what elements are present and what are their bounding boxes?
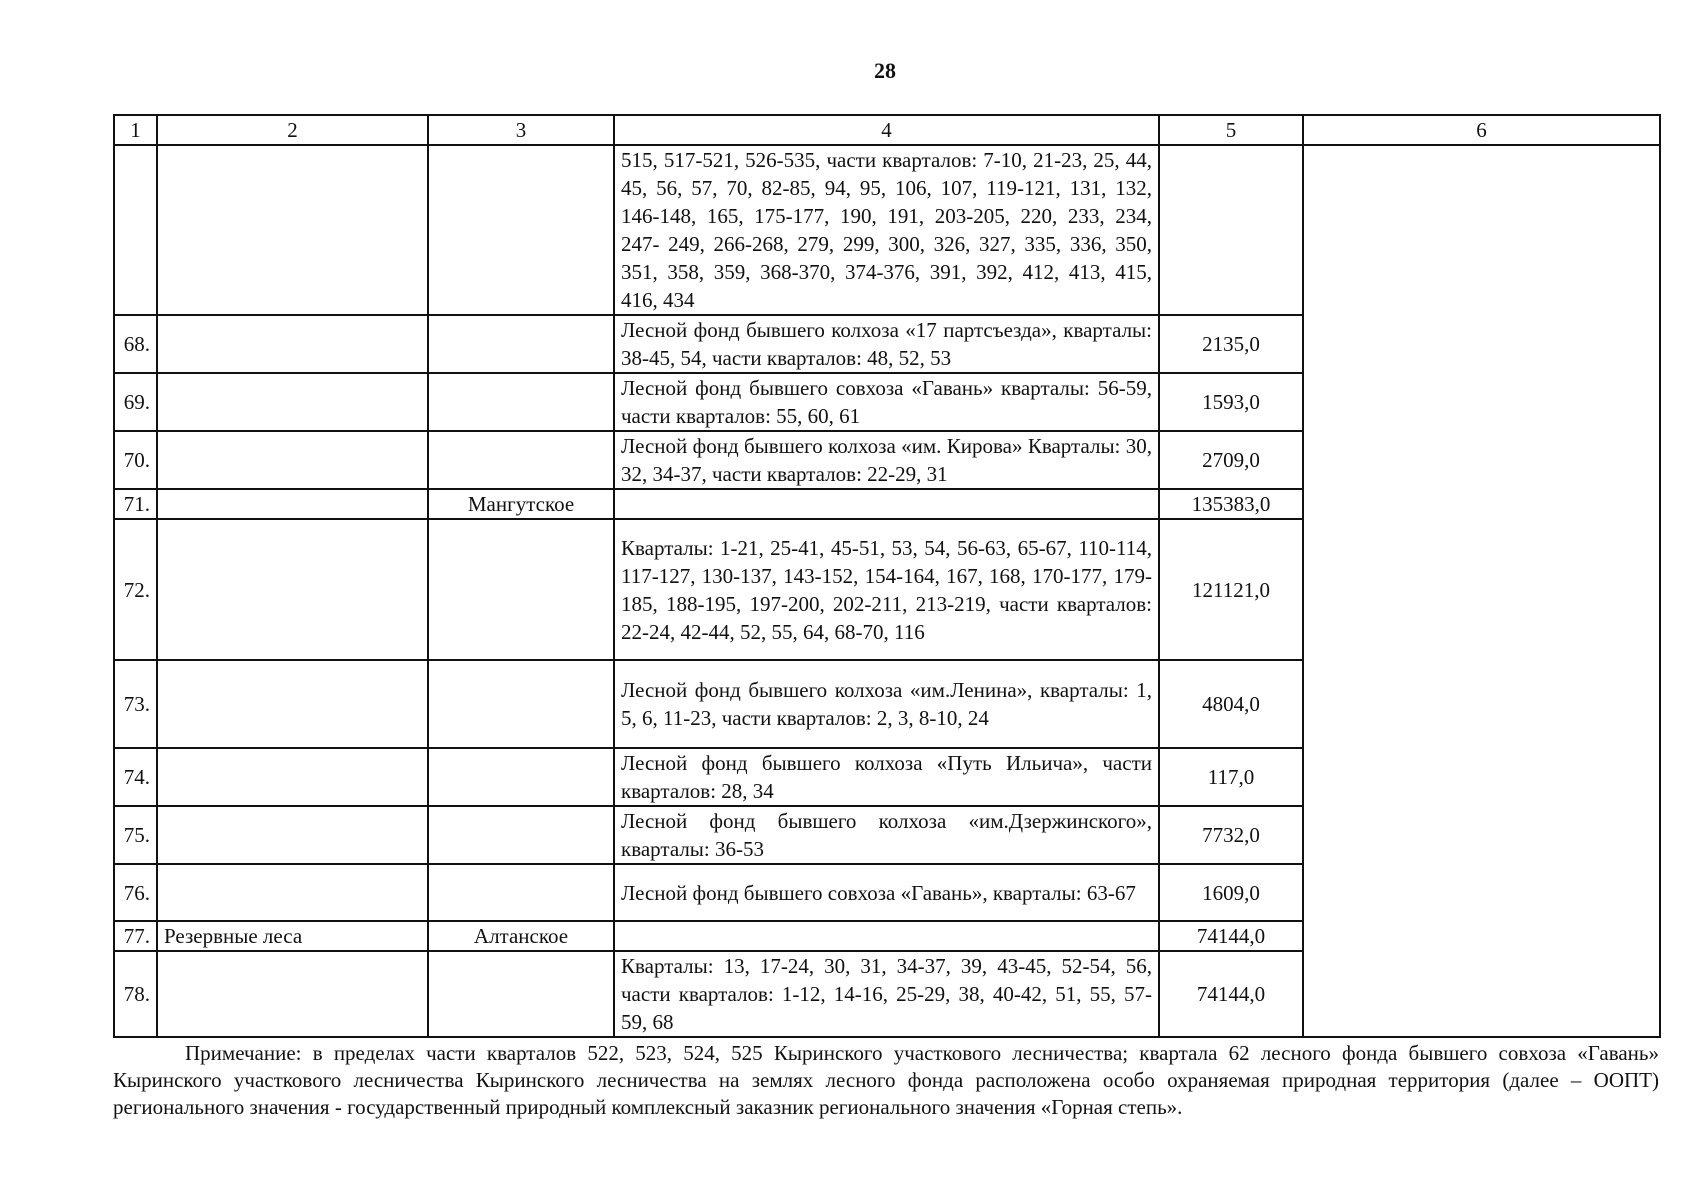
forest-category [157,660,428,748]
page-number: 28 [874,58,896,83]
row-number: 72. [114,519,157,660]
forest-category [157,373,428,431]
district: Алтанское [428,921,614,951]
forest-category [157,519,428,660]
district [428,315,614,373]
column-header: 5 [1159,115,1303,145]
area-value: 1593,0 [1159,373,1303,431]
row-number: 69. [114,373,157,431]
quarters-description: Лесной фонд бывшего колхоза «17 партсъезда», кварталы: 38-45, 54, части кварталов: 48, 52, 53 [614,315,1159,373]
district [428,748,614,806]
forest-category [157,145,428,315]
row-number: 76. [114,864,157,921]
quarters-description: Кварталы: 1-21, 25-41, 45-51, 53, 54, 56-63, 65-67, 110-114, 117-127, 130-137, 143-152, 154-164, 167, 168, 170-177, 179-185, 188-195, 197-200, 202-211, 213-219, части кварталов: 22-24, 42-44, 52, 55, 64, 68-70, 116 [614,519,1159,660]
forest-category [157,315,428,373]
forest-category [157,951,428,1037]
area-value: 2709,0 [1159,431,1303,489]
column-header: 2 [157,115,428,145]
row-number: 70. [114,431,157,489]
area-value: 121121,0 [1159,519,1303,660]
district [428,951,614,1037]
area-value: 74144,0 [1159,951,1303,1037]
quarters-description: Лесной фонд бывшего колхоза «им.Ленина», кварталы: 1, 5, 6, 11-23, части кварталов: 2, 3, 8-10, 24 [614,660,1159,748]
district: Мангутское [428,489,614,519]
quarters-description: Кварталы: 13, 17-24, 30, 31, 34-37, 39, 43-45, 52-54, 56, части кварталов: 1-12, 14-16, 25-29, 38, 40-42, 51, 55, 57-59, 68 [614,951,1159,1037]
area-value: 2135,0 [1159,315,1303,373]
column-header: 6 [1303,115,1660,145]
row-number: 71. [114,489,157,519]
column-header: 4 [614,115,1159,145]
row-number: 74. [114,748,157,806]
forest-table [113,114,1661,1038]
column-header: 1 [114,115,157,145]
area-value: 135383,0 [1159,489,1303,519]
quarters-description: Лесной фонд бывшего колхоза «им.Дзержинского», кварталы: 36-53 [614,806,1159,864]
table-header-row [114,115,1660,145]
district [428,145,614,315]
district [428,373,614,431]
forest-category [157,806,428,864]
quarters-description: 515, 517-521, 526-535, части кварталов: 7-10, 21-23, 25, 44, 45, 56, 57, 70, 82-85, 94, 95, 106, 107, 119-121, 131, 132, 146-148, 165, 175-177, 190, 191, 203-205, 220, 233, 234, 247- 249, 266-268, 279, 299, 300, 326, 327, 335, 336, 350, 351, 358, 359, 368-370, 374-376, 391, 392, 412, 413, 415, 416, 434 [614,145,1159,315]
quarters-description [614,489,1159,519]
row-number [114,145,157,315]
forest-category: Резервные леса [157,921,428,951]
area-value: 7732,0 [1159,806,1303,864]
district [428,519,614,660]
row-number: 78. [114,951,157,1037]
area-value: 74144,0 [1159,921,1303,951]
row-number: 75. [114,806,157,864]
quarters-description: Лесной фонд бывшего совхоза «Гавань» кварталы: 56-59, части кварталов: 55, 60, 61 [614,373,1159,431]
column-header: 3 [428,115,614,145]
area-value: 117,0 [1159,748,1303,806]
quarters-description: Лесной фонд бывшего совхоза «Гавань», кварталы: 63-67 [614,864,1159,921]
forest-category [157,864,428,921]
area-value: 4804,0 [1159,660,1303,748]
forest-category [157,489,428,519]
area-value: 1609,0 [1159,864,1303,921]
quarters-description: Лесной фонд бывшего колхоза «Путь Ильича», части кварталов: 28, 34 [614,748,1159,806]
district [428,806,614,864]
district [428,864,614,921]
quarters-description: Лесной фонд бывшего колхоза «им. Кирова» Кварталы: 30, 32, 34-37, части кварталов: 22-29, 31 [614,431,1159,489]
row-number: 77. [114,921,157,951]
column-6-cell [1303,145,1660,1037]
district [428,431,614,489]
forest-category [157,431,428,489]
area-value [1159,145,1303,315]
table-row [114,145,1660,315]
quarters-description [614,921,1159,951]
footnote-note: Примечание: в пределах части кварталов 522, 523, 524, 525 Кыринского участкового лесничества; квартала 62 лесного фонда бывшего совхоза «Гавань» Кыринского участкового лесничества Кыринского лесничества на землях лесного фонда расположена особо охраняемая природная территория (далее – ООПТ) регионального значения - государственный природный комплексный заказник регионального значения «Горная степь». [113,1041,1659,1119]
row-number: 73. [114,660,157,748]
forest-category [157,748,428,806]
district [428,660,614,748]
row-number: 68. [114,315,157,373]
